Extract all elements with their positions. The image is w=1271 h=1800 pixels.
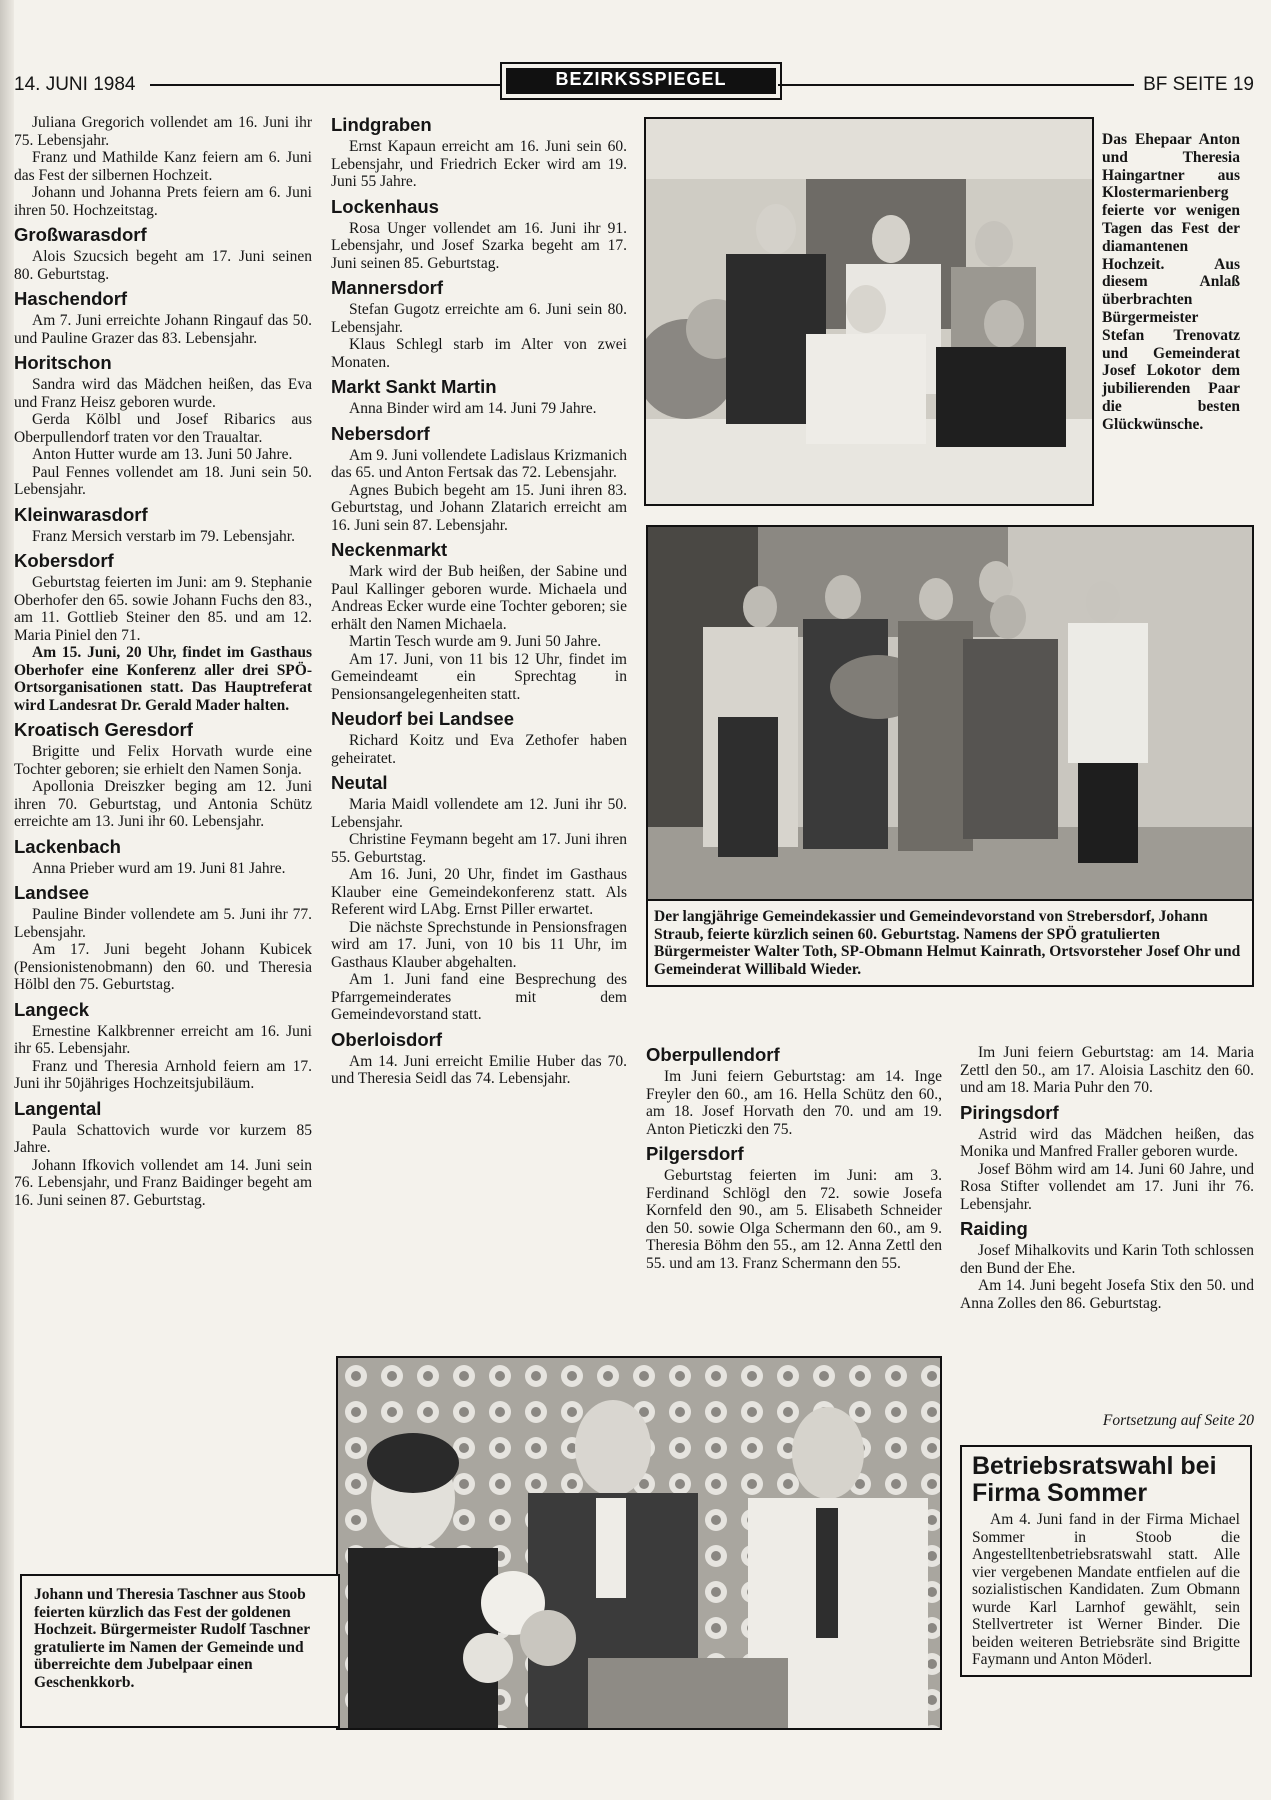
paragraph: Am 14. Juni erreicht Emilie Huber das 70. und Theresia Seidl das 74. Lebensjahr. — [331, 1052, 627, 1087]
heading-horitschon: Horitschon — [14, 352, 112, 373]
paragraph: Mark wird der Bub heißen, der Sabine und Paul Kallinger geboren wurde. Michaela und Andreas Ecker wurde eine Tochter geboren; sie erhält den Namen Michaela. — [331, 563, 627, 633]
paragraph: Die nächste Sprechstunde in Pensionsfragen wird am 17. Juni, von 10 bis 11 Uhr, im Gasthaus Klauber abgehalten. — [331, 918, 627, 971]
paragraph: Johann Ifkovich vollendet am 14. Juni sein 76. Lebensjahr, und Franz Baidinger begeht am 16. Juni seinen 87. Geburtstag. — [14, 1156, 312, 1209]
heading-kroatisch-geresdorf: Kroatisch Geresdorf — [14, 719, 193, 740]
photo-diamond-wedding — [644, 117, 1094, 506]
paragraph: Am 7. Juni erreichte Johann Ringauf das 50. und Pauline Grazer das 83. Lebensjahr. — [14, 312, 312, 347]
heading-lackenbach: Lackenbach — [14, 835, 121, 857]
caption-diamond-wedding: Das Ehepaar Anton und Theresia Haingartner aus Klostermarienberg feierte vor wenigen Tagen das Fest der diamantenen Hochzeit. Aus diesem Anlaß überbrachten Bürgermeister Stefan Trenovatz und Gemeinderat Josef Lokotor dem jubilierenden Paar die besten Glückwünsche. — [1102, 131, 1240, 433]
paragraph: Paul Fennes vollendet am 18. Juni sein 50. Lebensjahr. — [14, 463, 312, 498]
paragraph: Im Juni feiern Geburtstag: am 14. Maria Zettl den 50., am 17. Aloisia Laschitz den 60. und am 18. Maria Puhr den 70. — [960, 1044, 1254, 1096]
heading-oberloisdorf: Oberloisdorf — [331, 1028, 443, 1050]
paragraph: Richard Koitz und Eva Zethofer haben geheiratet. — [331, 732, 627, 767]
masthead-rule-right — [778, 84, 1134, 86]
paragraph: Anton Hutter wurde am 13. Juni 50 Jahre. — [32, 446, 293, 463]
paragraph: Am 17. Juni, von 11 bis 12 Uhr, findet im Gemeindeamt ein Sprechtag in Pensionsangelegenheiten statt. — [331, 650, 627, 703]
paragraph: Gerda Kölbl und Josef Ribarics aus Oberpullendorf traten vor den Traualtar. — [14, 411, 312, 446]
heading-langental: Langental — [14, 1097, 102, 1119]
caption-golden-wedding — [20, 1574, 340, 1728]
betriebsrat-title: Betriebsratswahl bei Firma Sommer — [972, 1452, 1217, 1507]
paragraph: Sandra wird das Mädchen heißen, das Eva und Franz Heisz geboren wurde. — [14, 376, 312, 411]
heading-grosswarasdorf: Großwarasdorf — [14, 224, 147, 245]
caption-birthday-strebersdorf — [646, 899, 1254, 987]
paragraph: Am 9. Juni vollendete Ladislaus Krizmanich das 65. und Anton Fertsak das 72. Lebensjahr. — [331, 446, 627, 481]
paragraph: Anna Prieber wurd am 19. Juni 81 Jahre. — [32, 859, 286, 877]
masthead — [14, 70, 1254, 100]
heading-landsee: Landsee — [14, 882, 90, 903]
paragraph: Ernst Kapaun erreicht am 16. Juni sein 60. Lebensjahr, und Friedrich Ecker wird am 19. Juni 55 Jahre. — [331, 138, 627, 190]
paragraph: Rosa Unger vollendet am 16. Juni ihr 91. Lebensjahr, und Josef Szarka begeht am 17. Juni seinen 85. Geburtstag. — [331, 219, 627, 272]
photo-golden-wedding-image — [338, 1358, 940, 1728]
paragraph: Ernestine Kalkbrenner erreicht am 16. Juni ihr 65. Lebensjahr. — [14, 1022, 312, 1057]
column-2 — [331, 114, 627, 1088]
paragraph: Alois Szucsich begeht am 17. Juni seinen 80. Geburtstag. — [14, 248, 312, 283]
photo-birthday-strebersdorf — [646, 525, 1254, 903]
heading-pilgersdorf: Pilgersdorf — [646, 1143, 744, 1164]
heading-lindgraben: Lindgraben — [331, 114, 432, 135]
heading-neckenmarkt: Neckenmarkt — [331, 539, 448, 560]
paragraph: Josef Böhm wird am 14. Juni 60 Jahre, und Rosa Stifter vollendet am 17. Juni ihr 76. Lebensjahr. — [960, 1160, 1254, 1213]
column-4 — [960, 1044, 1254, 1312]
paragraph: Im Juni feiern Geburtstag: am 14. Inge Freyler den 60., am 16. Hella Schütz den 60., am 18. Josef Horvath den 70. und am 19. Anton Pieticzki den 75. — [646, 1068, 942, 1138]
paragraph: Christine Feymann begeht am 17. Juni ihren 55. Geburtstag. — [331, 831, 627, 866]
section-title-box — [500, 62, 782, 100]
betriebsrat-text: Am 4. Juni fand in der Firma Michael Sommer in Stoob die Angestelltenbetriebsratswahl statt. Alle vier vergebenen Mandate entfielen auf die sozialistischen Kandidaten. Zum Obmann wurde Karl Larnhof gewählt, sein Stellvertreter ist Werner Binder. Die beiden weiteren Betriebsräte sind Brigitte Faymann und Anton Möderl. — [972, 1511, 1240, 1668]
photo-diamond-wedding-image — [646, 119, 1092, 504]
paragraph: Am 16. Juni, 20 Uhr, findet im Gasthaus Klauber eine Gemeindekonferenz statt. Als Referent wird LAbg. Ernst Piller erwartet. — [331, 866, 627, 918]
heading-kleinwarasdorf: Kleinwarasdorf — [14, 503, 148, 525]
photo-birthday-image — [648, 527, 1252, 901]
heading-neutal: Neutal — [331, 772, 388, 793]
masthead-rule-left — [150, 84, 500, 86]
paragraph: Geburtstag feierten im Juni: am 9. Stephanie Oberhofer den 65. sowie Johann Fuchs den 83., am 11. Gottlieb Steiner den 85. und am 12. Maria Piniel den 71. — [14, 574, 312, 644]
heading-lockenhaus: Lockenhaus — [331, 195, 439, 217]
heading-langeck: Langeck — [14, 998, 90, 1020]
paragraph: Paula Schattovich wurde vor kurzem 85 Jahre. — [14, 1121, 312, 1156]
page-number: BF SEITE 19 — [1143, 74, 1254, 95]
column-3 — [646, 1044, 942, 1272]
heading-haschendorf: Haschendorf — [14, 288, 128, 309]
heading-markt-sankt-martin: Markt Sankt Martin — [331, 376, 497, 397]
paragraph: Franz Mersich verstarb im 79. Lebensjahr. — [32, 527, 295, 545]
paragraph: Martin Tesch wurde am 9. Juni 50 Jahre. — [349, 633, 602, 650]
paragraph: Franz und Theresia Arnhold feiern am 17. Juni ihr 50jähriges Hochzeitsjubiläum. — [14, 1057, 312, 1092]
continuation-note: Fortsetzung auf Seite 20 — [1102, 1412, 1254, 1429]
paragraph: Franz und Mathilde Kanz feiern am 6. Juni das Fest der silbernen Hochzeit. — [14, 149, 312, 184]
paragraph-bold: Am 15. Juni, 20 Uhr, findet im Gasthaus Oberhofer eine Konferenz aller drei SPÖ-Ortsorganisationen statt. Das Hauptreferat wird Landesrat Dr. Gerald Mader halten. — [14, 644, 312, 714]
paragraph: Johann und Johanna Prets feiern am 6. Juni ihren 50. Hochzeitstag. — [14, 184, 312, 219]
photo-golden-wedding — [336, 1356, 942, 1730]
paragraph: Anna Binder wird am 14. Juni 79 Jahre. — [349, 400, 597, 417]
caption-birthday-text: Der langjährige Gemeindekassier und Gemeindevorstand von Strebersdorf, Johann Straub, feierte kürzlich seinen 60. Geburtstag. Namens der SPÖ gratulierten Bürgermeister Walter Toth, SP-Obmann Helmut Kainrath, Ortsvorsteher Josef Ohr und Gemeinderat Willibald Wieder. — [654, 908, 1241, 978]
scan-edge — [0, 0, 14, 1800]
paragraph: Am 1. Juni fand eine Besprechung des Pfarrgemeinderates mit dem Gemeindevorstand statt. — [331, 971, 627, 1023]
heading-oberpullendorf: Oberpullendorf — [646, 1044, 780, 1065]
paragraph: Stefan Gugotz erreichte am 6. Juni sein 80. Lebensjahr. — [331, 301, 627, 336]
heading-kobersdorf: Kobersdorf — [14, 550, 114, 571]
section-title: BEZIRKSSPIEGEL — [506, 68, 776, 94]
paragraph: Juliana Gregorich vollendet am 16. Juni ihr 75. Lebensjahr. — [14, 114, 312, 149]
paragraph: Geburtstag feierten im Juni: am 3. Ferdinand Schlögl den 72. sowie Josefa Kornfeld den 90., am 5. Elisabeth Schneider den 50. sowie Olga Schermann den 60., am 9. Theresia Böhm den 55., am 12. Anna Zettl den 55. und am 13. Franz Schermann den 55. — [646, 1167, 942, 1272]
paragraph: Pauline Binder vollendete am 5. Juni ihr 77. Lebensjahr. — [14, 906, 312, 941]
heading-raiding: Raiding — [960, 1218, 1028, 1239]
heading-neudorf-bei-landsee: Neudorf bei Landsee — [331, 708, 514, 729]
heading-piringsdorf: Piringsdorf — [960, 1101, 1059, 1123]
paragraph: Agnes Bubich begeht am 15. Juni ihren 83. Geburtstag, und Johann Zlatarich erreicht am 16. Juni sein 87. Lebensjahr. — [331, 481, 627, 534]
paragraph: Brigitte und Felix Horvath wurde eine Tochter geboren; sie erhielt den Namen Sonja. — [14, 743, 312, 778]
paragraph: Josef Mihalkovits und Karin Toth schlossen den Bund der Ehe. — [960, 1242, 1254, 1277]
paragraph: Am 17. Juni begeht Johann Kubicek (Pensionistenobmann) den 60. und Theresia Hölbl den 75. Geburtstag. — [14, 941, 312, 993]
paragraph: Astrid wird das Mädchen heißen, das Monika und Manfred Fraller geboren wurde. — [960, 1125, 1254, 1160]
caption-golden-wedding-text: Johann und Theresia Taschner aus Stoob feierten kürzlich das Fest der goldenen Hochzeit. Bürgermeister Rudolf Taschner gratulierte im Namen der Gemeinde und überreichte dem Jubelpaar einen Geschenkkorb. — [34, 1586, 310, 1691]
heading-mannersdorf: Mannersdorf — [331, 277, 444, 298]
issue-date: 14. JUNI 1984 — [14, 74, 136, 95]
heading-nebersdorf: Nebersdorf — [331, 422, 430, 444]
paragraph: Am 14. Juni begeht Josefa Stix den 50. und Anna Zolles den 86. Geburtstag. — [960, 1277, 1254, 1312]
paragraph: Apollonia Dreiszker beging am 12. Juni ihren 70. Geburtstag, und Antonia Schütz erreichte am 13. Juni ihr 60. Lebensjahr. — [14, 778, 312, 830]
paragraph: Maria Maidl vollendete am 12. Juni ihr 50. Lebensjahr. — [331, 796, 627, 831]
betriebsrat-box — [960, 1445, 1252, 1677]
column-1 — [14, 114, 312, 1209]
paragraph: Klaus Schlegl starb im Alter von zwei Monaten. — [331, 336, 627, 371]
